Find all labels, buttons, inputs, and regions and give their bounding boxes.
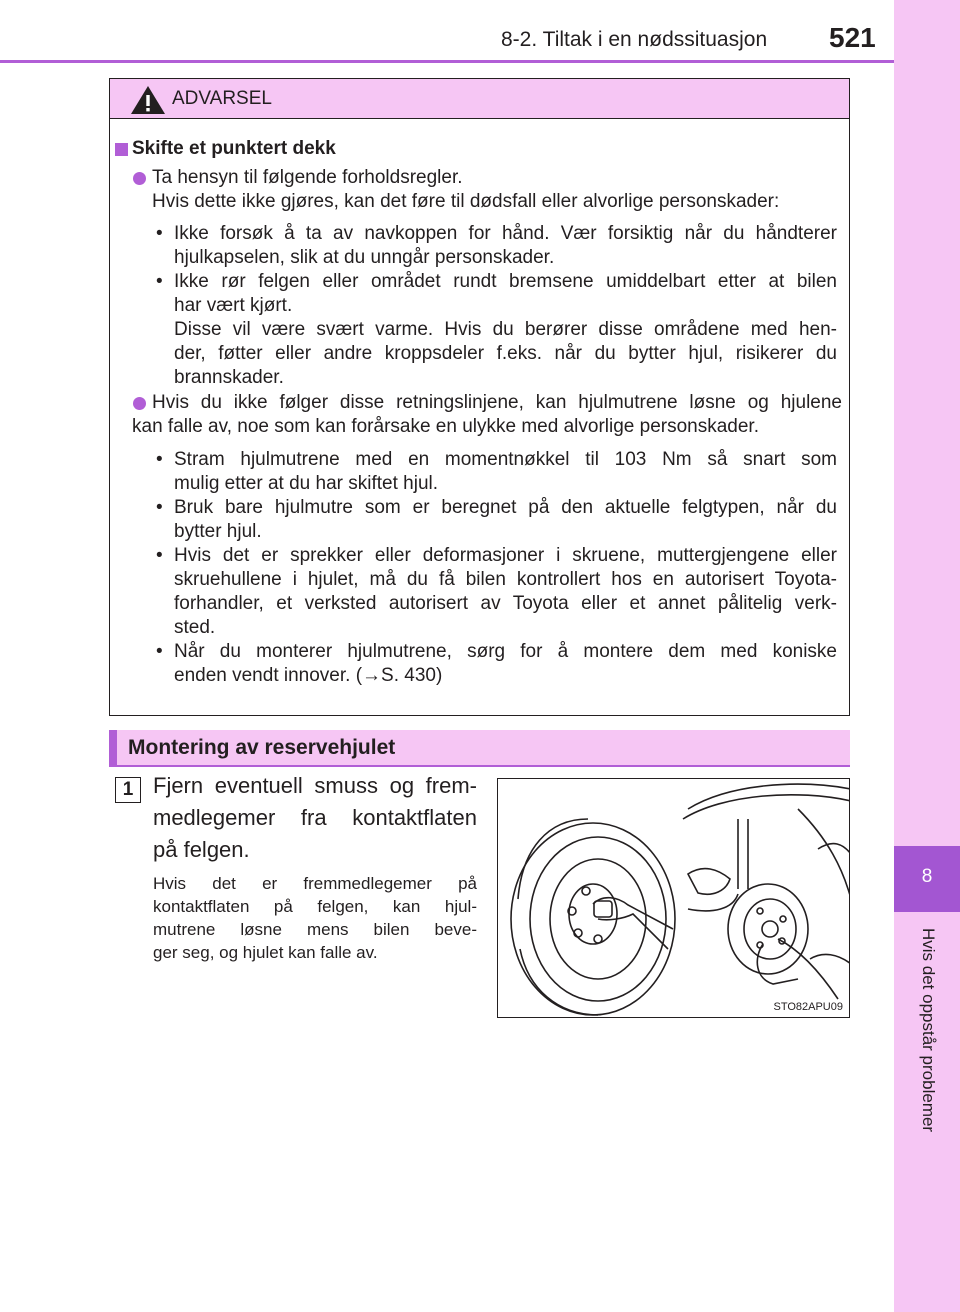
section-title: Montering av reservehjulet [128, 736, 396, 759]
item2-bullet3-line3: forhandler, et verksted autorisert av Toyota eller et annet pålitelig verk- [174, 593, 837, 614]
item1-bullet2-line2: har vært kjørt. [174, 295, 293, 316]
item2-bullet1-line1: Stram hjulmutrene med en momentnøkkel til 103 Nm så snart som [174, 449, 837, 470]
bullet-dot-icon [133, 397, 146, 410]
item1-bullet2-line4: der, føtter eller andre kroppsdeler f.eks. når du bytter hjul, risikerer du [174, 343, 837, 364]
item2-line2: kan falle av, noe som kan forårsake en ulykke med alvorlige personskader. [132, 416, 759, 437]
warning-box [109, 78, 850, 716]
item1-line2: Hvis dette ikke gjøres, kan det føre til dødsfall eller alvorlige personskader: [152, 191, 780, 212]
bullet-mark: • [156, 271, 163, 292]
warning-header [110, 79, 849, 119]
item1-bullet2-line1: Ikke rør felgen eller området rundt bremsene umiddelbart etter at bilen [174, 271, 837, 292]
header-rule [0, 60, 894, 63]
item2-bullet3-line4: sted. [174, 617, 216, 638]
chapter-number: 8 [921, 866, 933, 887]
step-text-line3: på felgen. [153, 837, 250, 862]
running-header: 8-2. Tiltak i en nødssituasjon [501, 28, 768, 51]
page-number: 521 [829, 22, 876, 53]
item1-bullet1-line1: Ikke forsøk å ta av navkoppen for hånd. Vær forsiktig når du håndterer [174, 223, 837, 244]
item2-bullet4-line2: enden vendt innover. (→S. 430) [174, 665, 443, 686]
figure-code: STO82APU09 [773, 1001, 843, 1013]
step-note-line4: ger seg, og hjulet kan falle av. [153, 943, 378, 962]
warning-heading: Skifte et punktert dekk [132, 138, 336, 159]
warning-triangle-icon [130, 85, 166, 115]
item1-bullet1-line2: hjulkapselen, slik at du unngår personskader. [174, 247, 555, 268]
step-text-line1: Fjern eventuell smuss og frem- [153, 773, 477, 798]
step-text-line2: medlegemer fra kontaktflaten [153, 805, 477, 830]
item1-bullet2-line3: Disse vil være svært varme. Hvis du berører disse områdene med hen- [174, 319, 837, 340]
item1-bullet2-line5: brannskader. [174, 367, 284, 388]
item2-bullet1-line2: mulig etter at du har skiftet hjul. [174, 473, 439, 494]
heading-square-icon [115, 143, 128, 156]
chapter-title: Hvis det oppstår problemer [919, 928, 938, 1133]
warning-title: ADVARSEL [172, 88, 272, 109]
chapter-title-vertical [896, 928, 958, 1178]
bullet-mark: • [156, 641, 163, 662]
bullet-mark: • [156, 497, 163, 518]
item2-bullet4-line1: Når du monterer hjulmutrene, sørg for å montere dem med koniske [174, 641, 837, 662]
section-heading-marker [109, 730, 117, 766]
item2-bullet2-line2: bytter hjul. [174, 521, 262, 542]
step-note-line3: mutrene løsne mens bilen beve- [153, 920, 477, 939]
item1-line1: Ta hensyn til følgende forholdsregler. [152, 167, 463, 188]
item2-bullet3-line2: skruehullene i hjulet, må du få bilen kontrollert hos en autorisert Toyota- [174, 569, 837, 590]
bullet-mark: • [156, 449, 163, 470]
item2-bullet2-line1: Bruk bare hjulmutre som er beregnet på den aktuelle felgtypen, når du [174, 497, 837, 518]
step-number-badge: 1 [115, 777, 141, 803]
step-note-line2: kontaktflaten på felgen, kan hjul- [153, 897, 477, 916]
chapter-number-tab [894, 846, 960, 912]
wheel-illustration [497, 778, 850, 1018]
bullet-dot-icon [133, 172, 146, 185]
step-note-line1: Hvis det er fremmedlegemer på [153, 874, 477, 893]
section-heading-rule [109, 765, 850, 767]
bullet-mark: • [156, 223, 163, 244]
item2-bullet3-line1: Hvis det er sprekker eller deformasjoner i skruene, muttergjengene eller [174, 545, 837, 566]
item2-line1: Hvis du ikke følger disse retningslinjene, kan hjulmutrene løsne og hjulene [152, 392, 842, 413]
bullet-mark: • [156, 545, 163, 566]
wheel-hub-drawing [498, 779, 850, 1018]
